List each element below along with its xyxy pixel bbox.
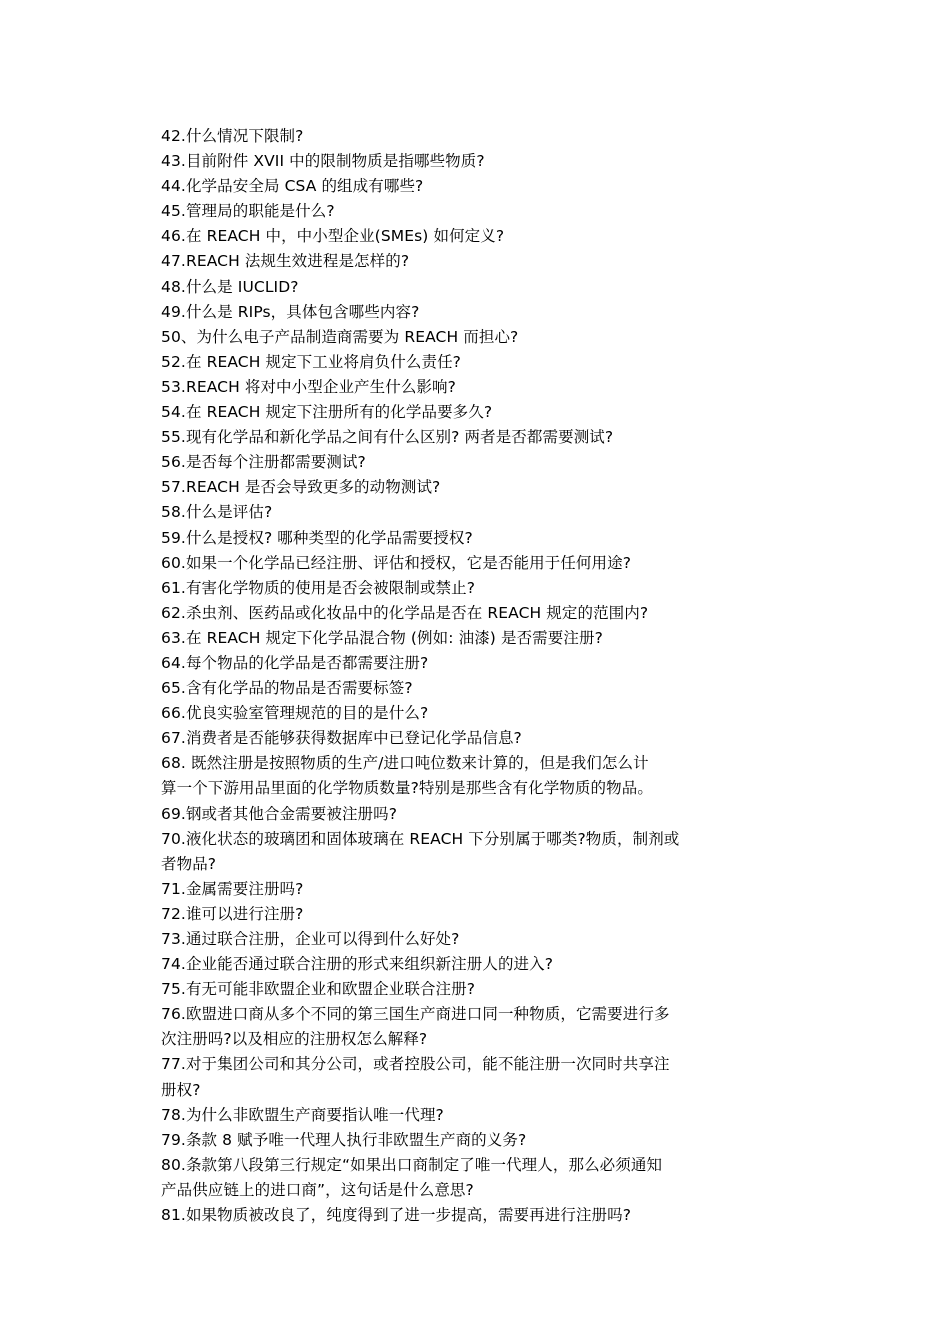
question-line: 52.在 REACH 规定下工业将肩负什么责任? (161, 352, 462, 371)
question-line: 74.企业能否通过联合注册的形式来组织新注册人的进入? (161, 955, 554, 974)
question-line: 算一个下游用品里面的化学物质数量?特别是那些含有化学物质的物品。 (161, 779, 653, 798)
question-line: 72.谁可以进行注册? (161, 904, 304, 923)
question-line: 66.优良实验室管理规范的目的是什么? (161, 704, 429, 723)
question-line: 48.什么是 IUCLID? (161, 277, 299, 296)
question-line: 53.REACH 将对中小型企业产生什么影响? (161, 377, 456, 396)
question-line: 58.什么是评估? (161, 503, 273, 522)
question-line: 78.为什么非欧盟生产商要指认唯一代理? (161, 1105, 444, 1124)
question-line: 77.对于集团公司和其分公司，或者控股公司，能不能注册一次同时共享注 (161, 1055, 670, 1074)
question-line: 69.钢或者其他合金需要被注册吗? (161, 804, 398, 823)
question-line: 64.每个物品的化学品是否都需要注册? (161, 653, 429, 672)
question-line: 61.有害化学物质的使用是否会被限制或禁止? (161, 578, 476, 597)
question-line: 产品供应链上的进口商”，这句话是什么意思? (161, 1180, 474, 1199)
question-line: 59.什么是授权? 哪种类型的化学品需要授权? (161, 528, 473, 547)
question-line: 68. 既然注册是按照物质的生产/进口吨位数来计算的，但是我们怎么计 (161, 754, 649, 773)
question-line: 56.是否每个注册都需要测试? (161, 453, 366, 472)
question-list (161, 124, 801, 1228)
question-line: 60.如果一个化学品已经注册、评估和授权，它是否能用于任何用途? (161, 553, 632, 572)
question-line: 46.在 REACH 中，中小型企业(SMEs) 如何定义? (161, 227, 505, 246)
question-line: 47.REACH 法规生效进程是怎样的? (161, 252, 410, 271)
question-line: 71.金属需要注册吗? (161, 879, 304, 898)
question-line: 者物品? (161, 854, 217, 873)
question-line: 79.条款 8 赋予唯一代理人执行非欧盟生产商的义务? (161, 1130, 527, 1149)
question-line: 55.现有化学品和新化学品之间有什么区别? 两者是否都需要测试? (161, 428, 614, 447)
question-line: 57.REACH 是否会导致更多的动物测试? (161, 478, 441, 497)
question-line: 44.化学品安全局 CSA 的组成有哪些? (161, 177, 424, 196)
question-line: 76.欧盟进口商从多个不同的第三国生产商进口同一种物质，它需要进行多 (161, 1005, 670, 1024)
question-line: 42.什么情况下限制? (161, 127, 304, 145)
question-line: 54.在 REACH 规定下注册所有的化学品要多久? (161, 403, 493, 422)
question-line: 67.消费者是否能够获得数据库中已登记化学品信息? (161, 729, 522, 748)
question-line: 50、为什么电子产品制造商需要为 REACH 而担心? (161, 327, 519, 346)
question-line: 65.含有化学品的物品是否需要标签? (161, 679, 413, 698)
question-line: 81.如果物质被改良了，纯度得到了进一步提高，需要再进行注册吗? (161, 1206, 632, 1225)
question-line: 75.有无可能非欧盟企业和欧盟企业联合注册? (161, 980, 476, 999)
question-line: 43.目前附件 XVII 中的限制物质是指哪些物质? (161, 152, 485, 171)
question-line: 45.管理局的职能是什么? (161, 202, 335, 221)
question-line: 62.杀虫剂、医药品或化妆品中的化学品是否在 REACH 规定的范围内? (161, 603, 649, 622)
question-line: 63.在 REACH 规定下化学品混合物 (例如: 油漆) 是否需要注册? (161, 628, 603, 647)
question-line: 73.通过联合注册，企业可以得到什么好处? (161, 930, 460, 948)
question-line: 49.什么是 RIPs，具体包含哪些内容? (161, 302, 420, 321)
question-line: 次注册吗?以及相应的注册权怎么解释? (161, 1030, 428, 1049)
question-line: 80.条款第八段第三行规定“如果出口商制定了唯一代理人，那么必须通知 (161, 1155, 663, 1174)
question-line: 册权? (161, 1080, 201, 1099)
question-line: 70.液化状态的玻璃团和固体玻璃在 REACH 下分别属于哪类?物质，制剂或 (161, 829, 680, 848)
